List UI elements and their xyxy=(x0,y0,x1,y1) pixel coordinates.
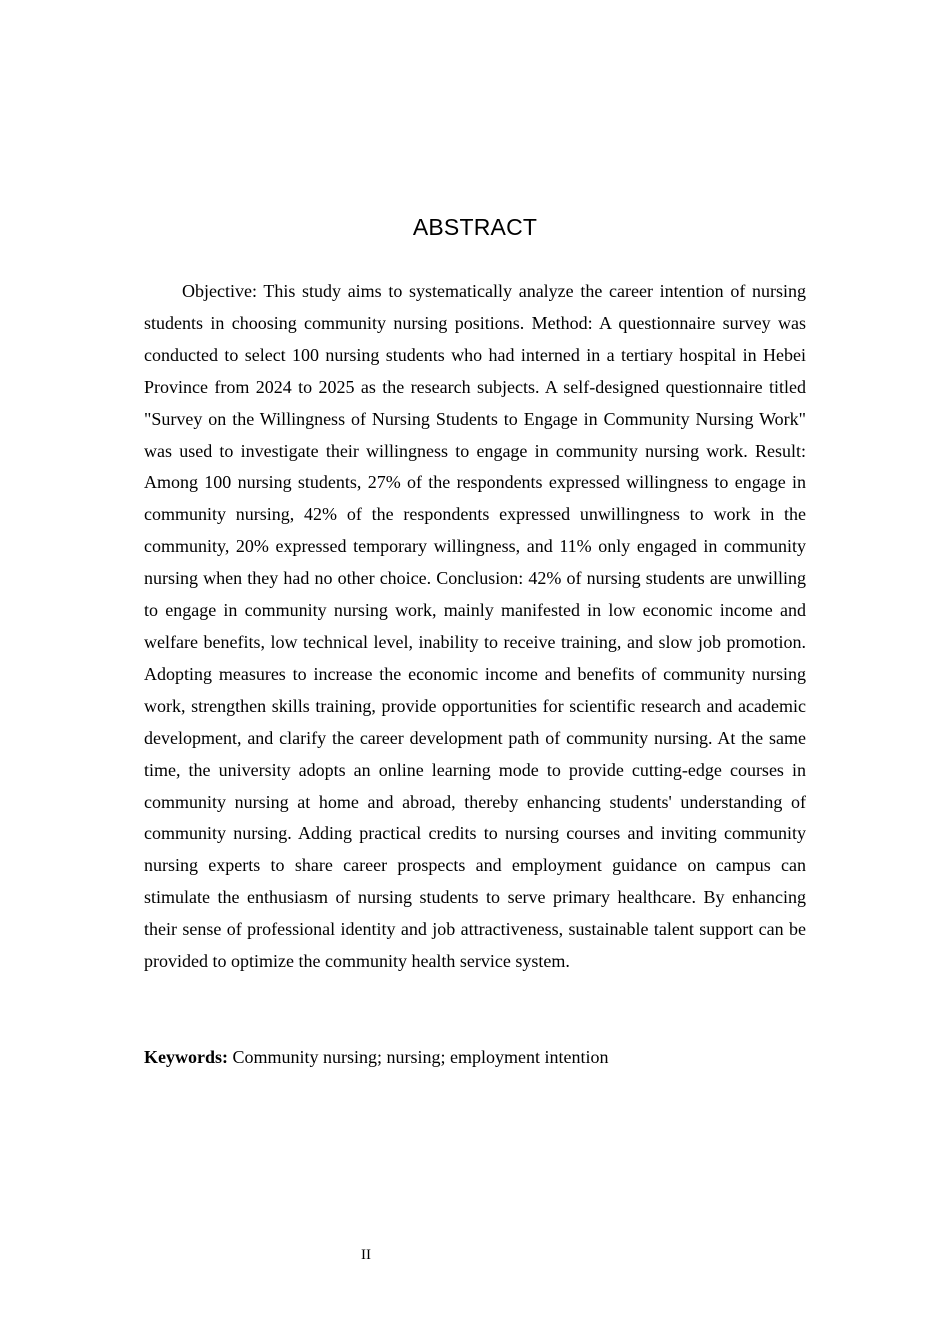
page-number: II xyxy=(361,1247,371,1263)
keywords-value: Community nursing; nursing; employment intention xyxy=(232,1047,609,1067)
keywords-label: Keywords: xyxy=(144,1047,228,1067)
page-title: ABSTRACT xyxy=(412,214,538,240)
abstract-paragraph: Objective: This study aims to systematically analyze the career intention of nursing students in choosing community nursing positions. Method: A questionnaire survey was conducted to select 100 nursing students who had interned in a tertiary hospital in Hebei Province from 2024 to 2025 as the research subjects. A self-designed questionnaire titled "Survey on the Willingness of Nursing Students to Engage in Community Nursing Work" was used to investigate their willingness to engage in community nursing work. Result: Among 100 nursing students, 27% of the respondents expressed willingness to engage in community nursing, 42% of the respondents expressed unwillingness to work in the community, 20% expressed temporary willingness, and 11% only engaged in community nursing when they had no other choice. Conclusion: 42% of nursing students are unwilling to engage in community nursing work, mainly manifested in low economic income and welfare benefits, low technical level, inability to receive training, and slow job promotion. Adopting measures to increase the economic income and benefits of community nursing work, strengthen skills training, provide opportunities for scientific research and academic development, and clarify the career development path of community nursing. At the same time, the university adopts an online learning mode to provide cutting-edge courses in community nursing at home and abroad, thereby enhancing students' understanding of community nursing. Adding practical credits to nursing courses and inviting community nursing experts to share career prospects and employment guidance on campus can stimulate the enthusiasm of nursing students to serve primary healthcare. By enhancing their sense of professional identity and job attractiveness, sustainable talent support can be provided to optimize the community health service system. xyxy=(144,281,806,972)
keywords-line xyxy=(144,1042,806,1072)
